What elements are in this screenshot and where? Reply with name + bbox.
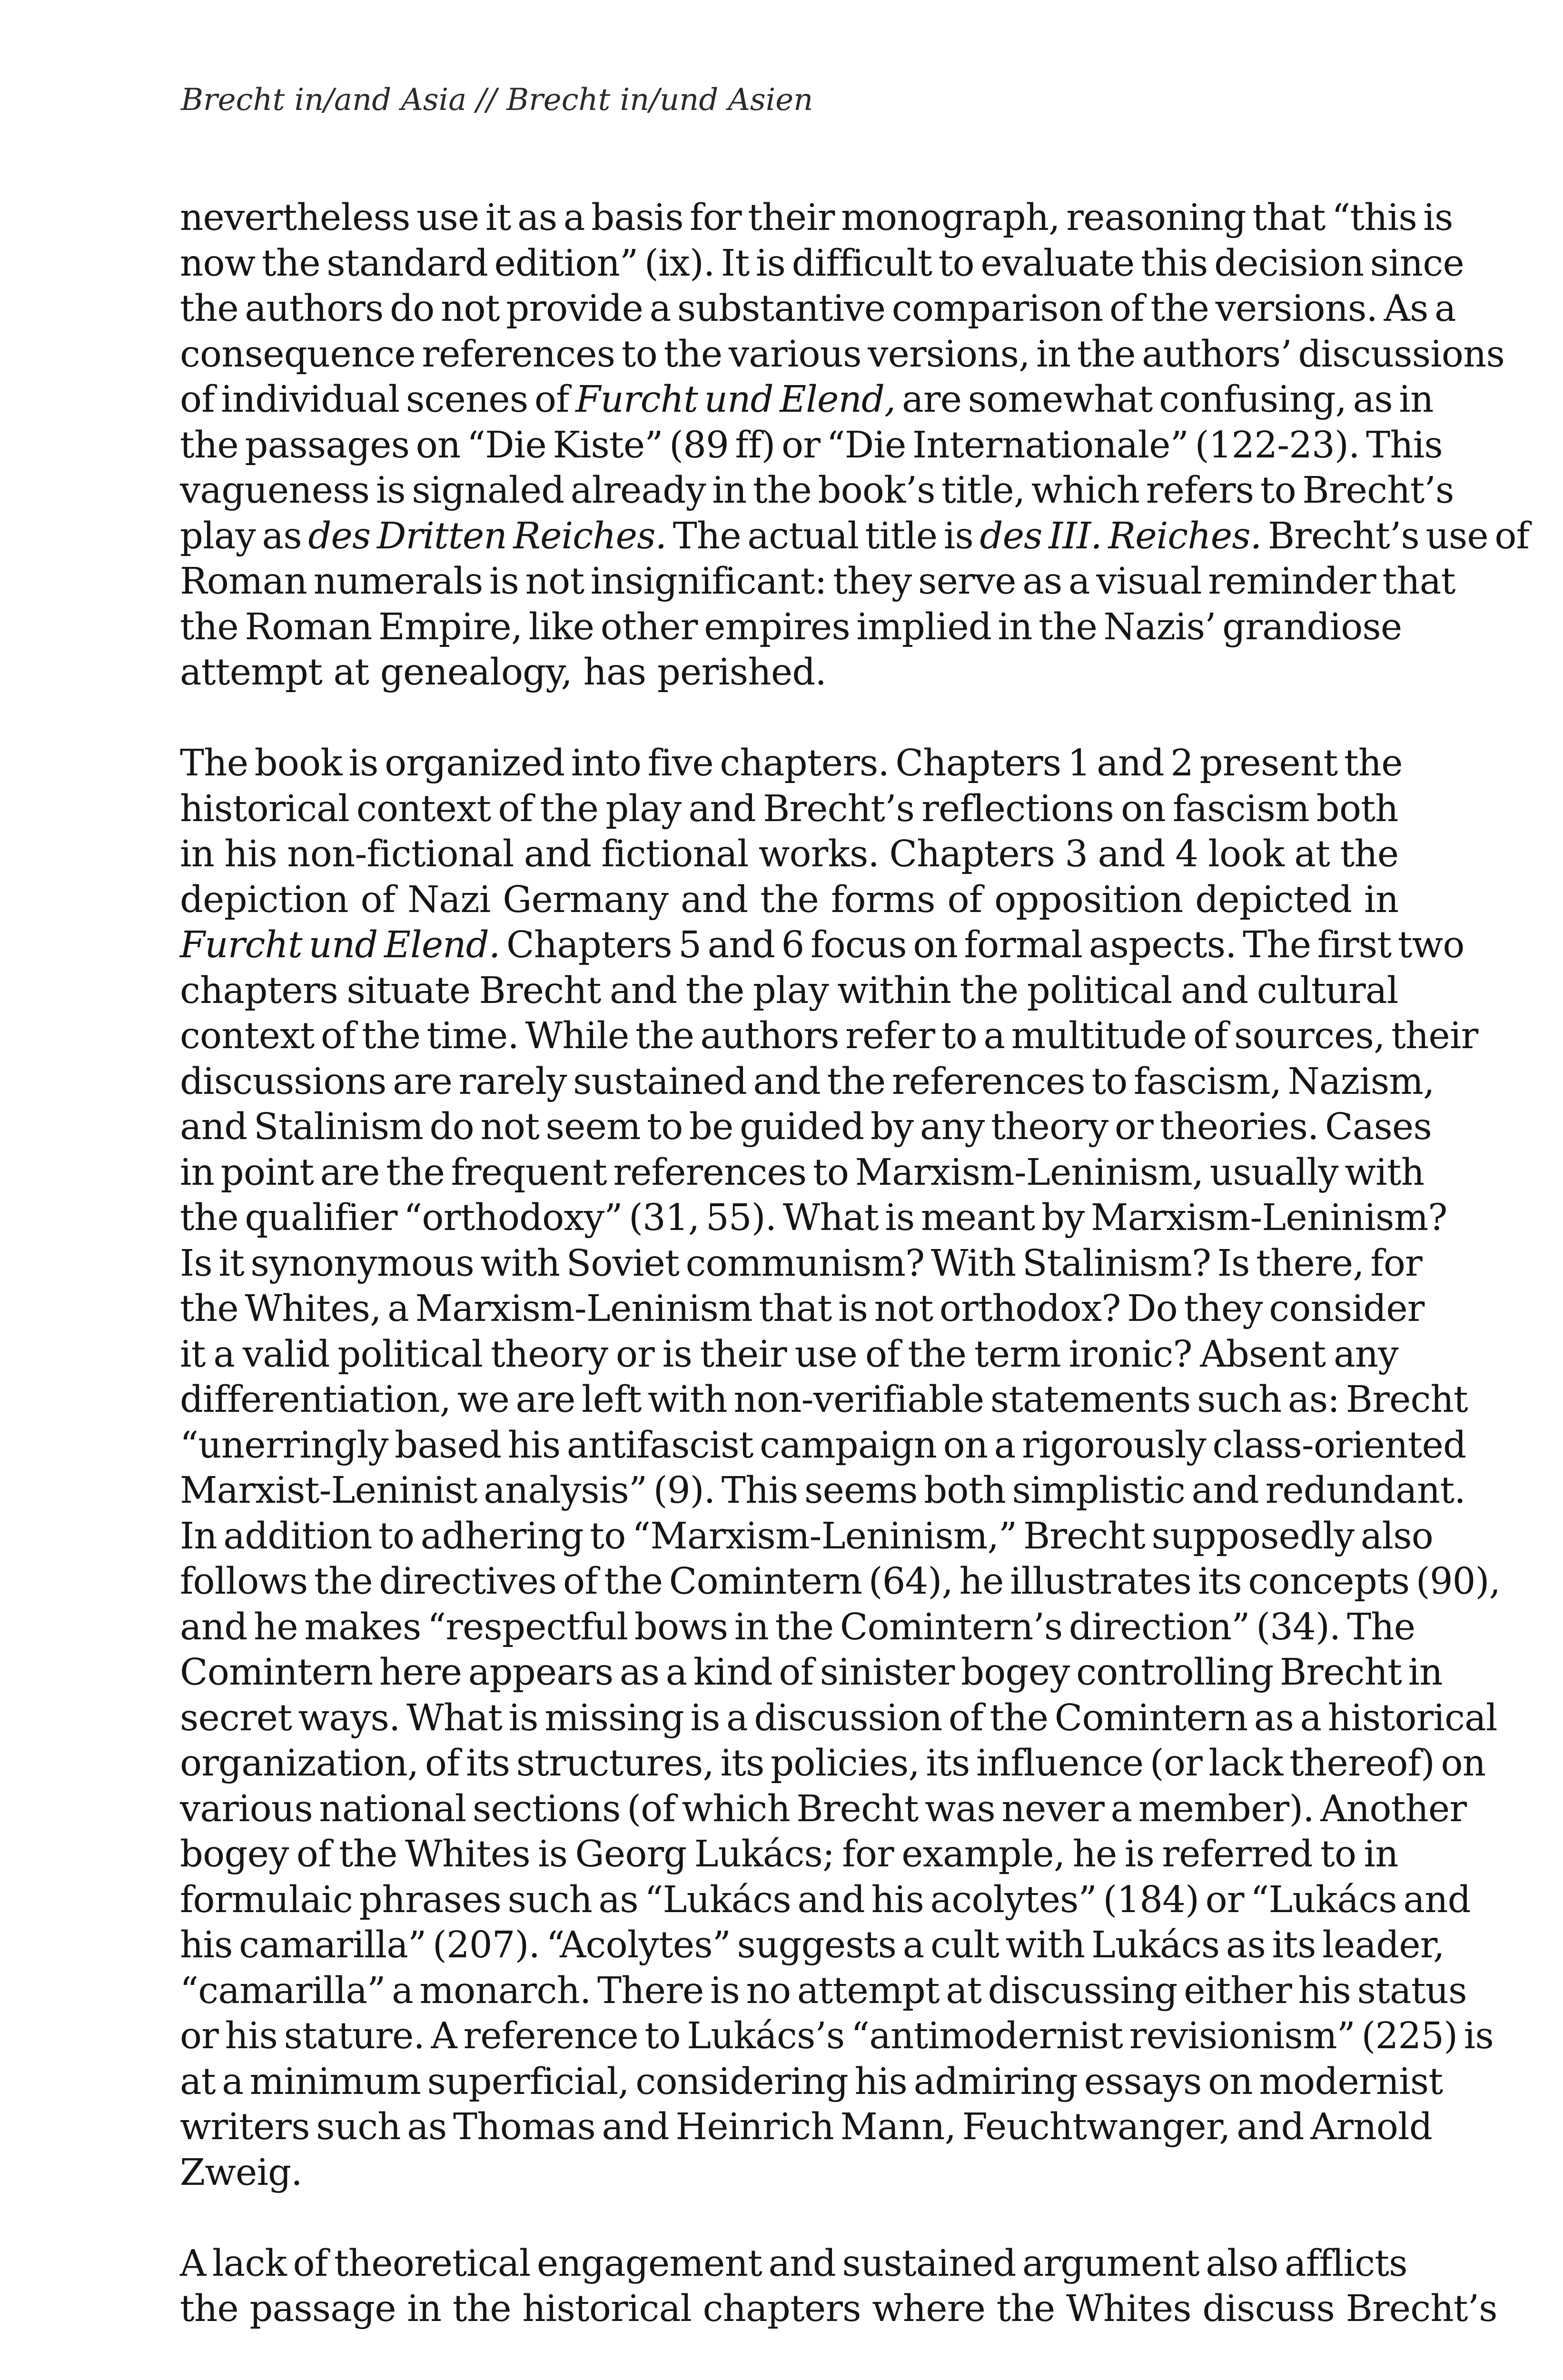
line-segment: his camarilla” (207). “Acolytes” suggests a cult with Lukács as its leader, [180, 1924, 1444, 1966]
text-line [180, 650, 1398, 695]
text-line [180, 1650, 1443, 1696]
text-line [180, 877, 1398, 923]
line-segment: differentiation, we are left with non-verifiable statements such as: Brecht [180, 1378, 1468, 1421]
line-segment: in point are the frequent references to Marxism-Leninism, usually with [180, 1151, 1425, 1194]
line-segment: or his stature. A reference to Lukács’s “antimodernist revisionism” (225) is [180, 2015, 1494, 2057]
text-line [180, 968, 1398, 1014]
line-segment: it a valid political theory or is their use of the term ironic? Absent any [180, 1333, 1398, 1376]
line-segment: various national sections (of which Brecht was never a member). Another [180, 1787, 1467, 1830]
line-segment: historical context of the play and Brecht’s reflections on fascism both [180, 787, 1398, 830]
text-line [180, 2013, 1494, 2059]
line-segment: secret ways. What is missing is a discussion of the Comintern as a historical [180, 1696, 1497, 1739]
line-segment: the passages on “Die Kiste” (89 ff) or “Die Internationale” (122-23). This [180, 424, 1443, 466]
text-line [180, 1013, 1478, 1059]
text-line [180, 1104, 1432, 1150]
line-segment: Chapters 5 and 6 focus on formal aspects. The first two [500, 924, 1464, 966]
line-segment: in his non-fictional and fictional works. Chapters 3 and 4 look at the [180, 833, 1399, 875]
line-segment: discussions are rarely sustained and the references to fascism, Nazism, [180, 1060, 1434, 1103]
text-line [180, 1696, 1497, 1741]
text-line [180, 195, 1453, 241]
text-line [180, 1241, 1422, 1287]
line-segment: “camarilla” a monarch. There is no attempt at discussing either his status [180, 1969, 1467, 2012]
line-segment: Zweig. [180, 2151, 302, 2194]
line-segment: formulaic phrases such as “Lukács and his acolytes” (184) or “Lukács and [180, 1878, 1471, 1921]
paragraph [180, 195, 1530, 695]
line-segment: context of the time. While the authors refer to a multitude of sources, their [180, 1015, 1478, 1057]
text-line [180, 2241, 1407, 2287]
line-segment: Comintern here appears as a kind of sinister bogey controlling Brecht in [180, 1651, 1443, 1694]
italic-title: des Dritten Reiches. [308, 515, 667, 557]
line-segment: Roman numerals is not insignificant: they serve as a visual reminder that [180, 560, 1455, 603]
text-line [180, 514, 1530, 559]
text-line [180, 1332, 1398, 1378]
text-line [180, 1059, 1434, 1105]
text-line [180, 468, 1454, 514]
line-segment: the Roman Empire, like other empires implied in the Nazis’ grandiose [180, 605, 1402, 648]
line-segment: now the standard edition” (ix). It is difficult to evaluate this decision since [180, 242, 1464, 285]
line-segment: organization, of its structures, its policies, its influence (or lack thereof) on [180, 1742, 1486, 1785]
paragraph [180, 741, 1501, 2195]
line-segment: nevertheless use it as a basis for their monograph, reasoning that “this is [180, 197, 1453, 239]
text-line [180, 2150, 1398, 2196]
text-line [180, 922, 1464, 968]
text-line [180, 241, 1464, 287]
line-segment: In addition to adhering to “Marxism-Leninism,” Brecht supposedly also [180, 1515, 1434, 1557]
text-line [180, 786, 1398, 832]
text-line [180, 1423, 1466, 1468]
italic-title: Furcht und Elend. [180, 924, 500, 966]
text-line [180, 1286, 1425, 1332]
line-segment: and Stalinism do not seem to be guided by any theory or theories. Cases [180, 1106, 1432, 1148]
text-line [180, 286, 1456, 332]
paragraph [180, 2241, 1497, 2332]
line-segment: chapters situate Brecht and the play within the political and cultural [180, 969, 1398, 1012]
line-segment: depiction of Nazi Germany and the forms of opposition depicted in [180, 878, 1399, 921]
line-segment: at a minimum superficial, considering his admiring essays on modernist [180, 2060, 1443, 2103]
line-segment: bogey of the Whites is Georg Lukács; for example, he is referred to in [180, 1833, 1398, 1875]
line-segment: the passage in the historical chapters where the Whites discuss Brecht’s [180, 2288, 1497, 2330]
line-segment: the authors do not provide a substantive comparison of the versions. As a [180, 288, 1456, 330]
text-line [180, 605, 1402, 650]
text-line [180, 1150, 1425, 1196]
line-segment: Brecht’s use of [1261, 515, 1530, 557]
text-line [180, 332, 1505, 377]
text-line [180, 1786, 1467, 1832]
line-segment: attempt at genealogy, has perished. [180, 651, 827, 694]
line-segment: A lack of theoretical engagement and sustained argument also afflicts [180, 2242, 1407, 2285]
text-line [180, 1468, 1465, 1514]
line-segment: “unerringly based his antifascist campaign on a rigorously class-oriented [180, 1424, 1466, 1467]
running-head: Brecht in/and Asia // Brecht in/und Asien [181, 82, 813, 118]
line-segment: vagueness is signaled already in the book’s title, which refers to Brecht’s [180, 469, 1454, 512]
text-line [180, 1923, 1444, 1968]
text-line [180, 1605, 1415, 1650]
text-line [180, 1377, 1468, 1423]
text-line [180, 559, 1455, 605]
line-segment: are somewhat confusing, as in [895, 378, 1434, 421]
text-line [180, 741, 1403, 786]
text-line [180, 1741, 1486, 1786]
line-segment: The book is organized into five chapters. Chapters 1 and 2 present the [180, 742, 1403, 784]
text-line [180, 2104, 1432, 2150]
line-segment: the qualifier “orthodoxy” (31, 55). What is meant by Marxism-Leninism? [180, 1197, 1447, 1239]
body-text [180, 195, 1530, 2332]
italic-title: des III. Reiches. [979, 515, 1262, 557]
line-segment: the Whites, a Marxism-Leninism that is not orthodox? Do they consider [180, 1288, 1425, 1330]
text-line [180, 832, 1398, 877]
text-line [180, 1195, 1447, 1241]
line-segment: play as [180, 515, 308, 557]
text-line [180, 1514, 1434, 1559]
line-segment: The actual title is [666, 515, 980, 557]
line-segment: Marxist-Leninist analysis” (9). This seems both simplistic and redundant. [180, 1469, 1465, 1512]
text-line [180, 2059, 1443, 2105]
text-line [180, 1832, 1398, 1877]
text-line [180, 377, 1434, 423]
line-segment: follows the directives of the Comintern (64), he illustrates its concepts (90), [180, 1560, 1501, 1603]
text-line [180, 1968, 1467, 2014]
text-line [180, 1877, 1471, 1923]
text-line [180, 2286, 1497, 2332]
italic-title: Furcht und Elend, [575, 378, 896, 421]
line-segment: Is it synonymous with Soviet communism? With Stalinism? Is there, for [180, 1242, 1422, 1285]
line-segment: of individual scenes of [180, 378, 576, 421]
text-line [180, 1559, 1501, 1605]
line-segment: consequence references to the various versions, in the authors’ discussions [180, 333, 1505, 376]
text-line [180, 423, 1443, 468]
line-segment: writers such as Thomas and Heinrich Mann, Feuchtwanger, and Arnold [180, 2106, 1432, 2148]
line-segment: and he makes “respectful bows in the Comintern’s direction” (34). The [180, 1606, 1415, 1648]
